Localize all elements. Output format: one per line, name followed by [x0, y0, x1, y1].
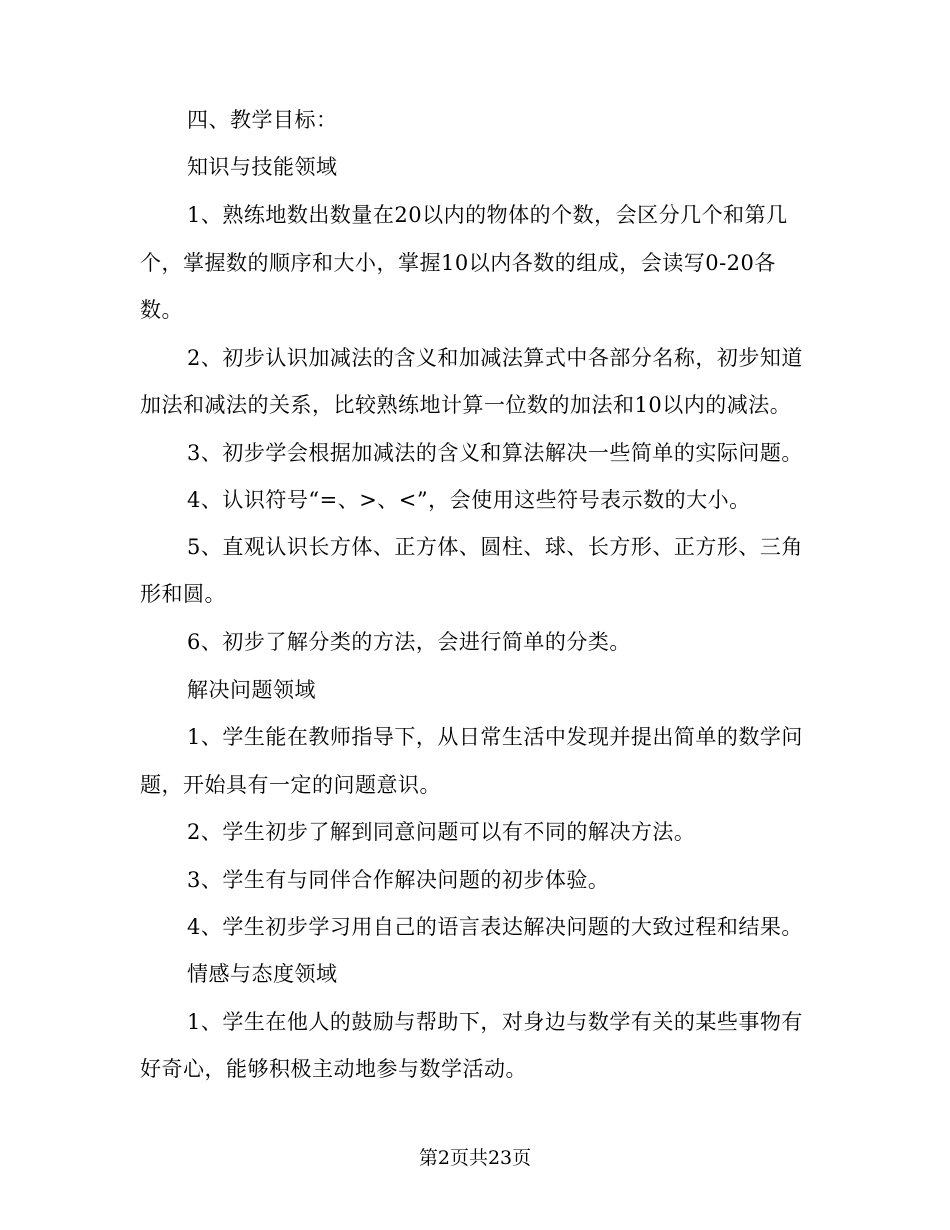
paragraph-line: 2、学生初步了解到同意问题可以有不同的解决方法。	[187, 820, 696, 844]
page-number: 第2页共23页	[418, 1147, 532, 1169]
paragraph-line: 1、学生能在教师指导下，从日常生活中发现并提出简单的数学问	[187, 725, 803, 749]
paragraph-line: 个，掌握数的顺序和大小，掌握10以内各数的组成，会读写0-20各	[140, 251, 776, 275]
paragraph-line: 题，开始具有一定的问题意识。	[140, 773, 441, 797]
paragraph-line: 1、学生在他人的鼓励与帮助下，对身边与数学有关的某些事物有	[187, 1010, 803, 1034]
paragraph-line: 3、初步学会根据加减法的含义和算法解决一些简单的实际问题。	[187, 441, 803, 465]
paragraph-line: 数。	[140, 298, 183, 322]
paragraph-line: 好奇心，能够积极主动地参与数学活动。	[140, 1057, 527, 1081]
paragraph-line: 加法和减法的关系，比较熟练地计算一位数的加法和10以内的减法。	[140, 393, 792, 417]
subsection-heading: 解决问题领域	[187, 678, 316, 702]
paragraph-line: 形和圆。	[140, 582, 226, 606]
paragraph-line: 5、直观认识长方体、正方体、圆柱、球、长方形、正方形、三角	[187, 535, 803, 559]
subsection-heading: 知识与技能领域	[187, 155, 338, 179]
paragraph-line: 1、熟练地数出数量在20以内的物体的个数，会区分几个和第几	[187, 203, 788, 227]
paragraph-line: 4、学生初步学习用自己的语言表达解决问题的大致过程和结果。	[187, 915, 803, 939]
paragraph-line: 4、认识符号“=、>、<”，会使用这些符号表示数的大小。	[187, 488, 751, 512]
subsection-heading: 情感与态度领域	[187, 962, 338, 986]
paragraph-line: 3、学生有与同伴合作解决问题的初步体验。	[187, 868, 610, 892]
paragraph-line: 2、初步认识加减法的含义和加减法算式中各部分名称，初步知道	[187, 346, 803, 370]
paragraph-line: 6、初步了解分类的方法，会进行简单的分类。	[187, 630, 631, 654]
section-heading: 四、教学目标：	[187, 108, 338, 132]
